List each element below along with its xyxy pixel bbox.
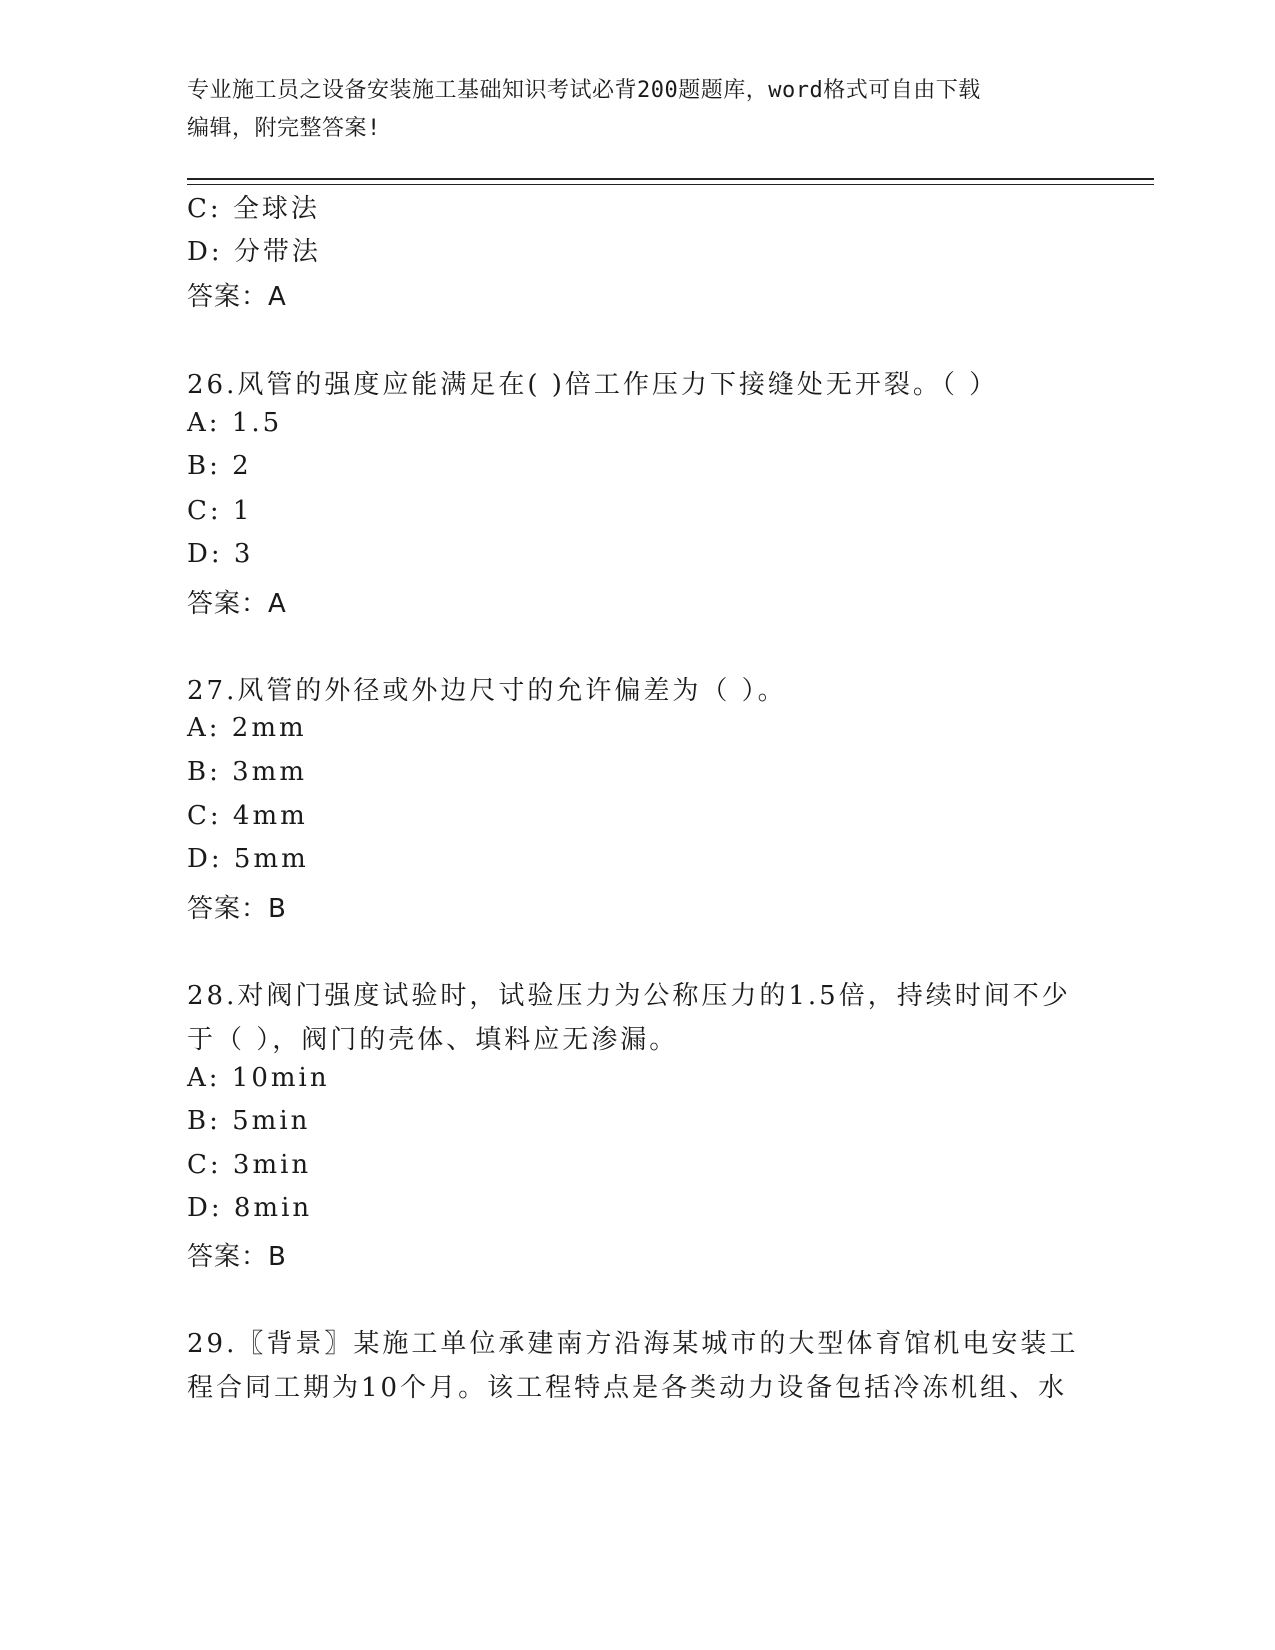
q27-option-a: A: 2mm (187, 713, 307, 743)
header-line-2: 编辑，附完整答案! (187, 116, 381, 141)
document-header (187, 72, 1087, 148)
header-divider-thin (187, 184, 1154, 185)
q28-question-line-1: 28.对阀门强度试验时，试验压力为公称压力的1.5倍，持续时间不少 (187, 981, 1071, 1011)
header-divider-thick (187, 178, 1154, 180)
q26-option-c: C: 1 (187, 496, 253, 526)
q28-answer: 答案：B (187, 1242, 287, 1272)
q26-option-d: D: 3 (187, 539, 254, 569)
q28-option-a: A: 10min (187, 1063, 330, 1093)
q25-option-c: C: 全球法 (187, 194, 320, 224)
header-line-1: 专业施工员之设备安装施工基础知识考试必背200题题库，word格式可自由下载 (187, 78, 981, 103)
q28-option-d: D: 8min (187, 1193, 313, 1223)
q26-option-b: B: 2 (187, 451, 252, 481)
q28-option-c: C: 3min (187, 1150, 312, 1180)
q26-answer: 答案：A (187, 589, 287, 619)
q29-question-line-2: 程合同工期为10个月。该工程特点是各类动力设备包括冷冻机组、水 (187, 1373, 1068, 1403)
q27-option-d: D: 5mm (187, 844, 309, 874)
q27-answer: 答案：B (187, 894, 287, 924)
q26-option-a: A: 1.5 (187, 408, 283, 438)
q27-question: 27.风管的外径或外边尺寸的允许偏差为（ ）。 (187, 676, 787, 706)
q27-option-c: C: 4mm (187, 801, 308, 831)
q28-question-line-2: 于（ ），阀门的壳体、填料应无渗漏。 (187, 1025, 679, 1055)
q28-option-b: B: 5min (187, 1106, 311, 1136)
q29-question-line-1: 29.〖背景〗某施工单位承建南方沿海某城市的大型体育馆机电安装工 (187, 1329, 1079, 1359)
q27-option-b: B: 3mm (187, 757, 307, 787)
q25-option-d: D: 分带法 (187, 237, 321, 267)
q25-answer: 答案：A (187, 282, 287, 312)
q26-question: 26.风管的强度应能满足在( )倍工作压力下接缝处无开裂。（ ） (187, 370, 999, 400)
